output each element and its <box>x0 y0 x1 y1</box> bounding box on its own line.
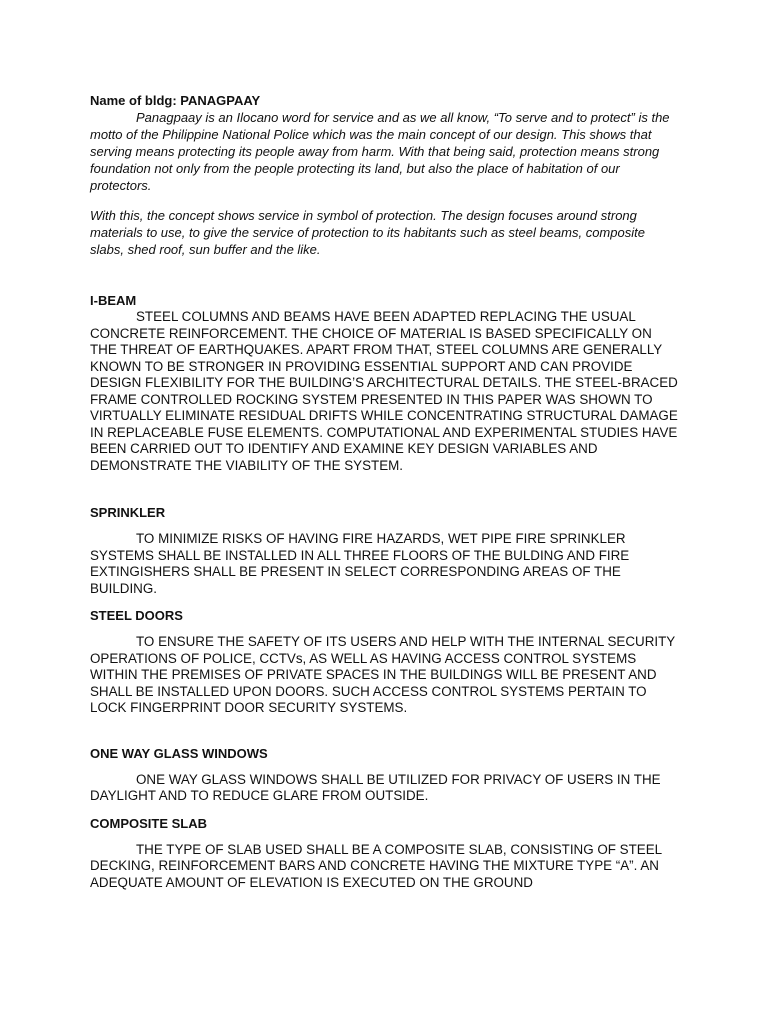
section-heading-sprinkler: SPRINKLER <box>90 505 166 520</box>
section-heading-one-way-glass-windows: ONE WAY GLASS WINDOWS <box>90 745 268 761</box>
section-heading-steel-doors: STEEL DOORS <box>90 608 183 623</box>
section-body-one-way-glass-windows: ONE WAY GLASS WINDOWS SHALL BE UTILIZED FOR PRIVACY OF USERS IN THE DAYLIGHT AND TO REDUCE GLARE FROM OUTSIDE. <box>90 771 661 803</box>
section-body-steel-doors: TO ENSURE THE SAFETY OF ITS USERS AND HELP WITH THE INTERNAL SECURITY OPERATIONS OF POLICE, CCTVs, AS WELL AS HAVING ACCESS CONTROL SYSTEMS WITHIN THE PREMISES OF PRIVATE SPACES IN THE BUILDINGS WILL BE PRESENT AND SHALL BE INSTALLED UPON DOORS. SUCH ACCESS CONTROL SYSTEMS PERTAIN TO LOCK FINGERPRINT DOOR SECURITY SYSTEMS. <box>90 634 675 715</box>
section-steel-doors <box>90 607 680 717</box>
intro-paragraph-2: With this, the concept shows service in symbol of protection. The design focuses around strong materials to use, to give the service of protection to its habitants such as steel beams, composite slabs, shed roof, sun buffer and the like. <box>90 208 645 257</box>
section-body-composite-slab: THE TYPE OF SLAB USED SHALL BE A COMPOSITE SLAB, CONSISTING OF STEEL DECKING, REINFORCEMENT BARS AND CONCRETE HAVING THE MIXTURE TYPE “A”. AN ADEQUATE AMOUNT OF ELEVATION IS EXECUTED ON THE GROUND <box>90 841 662 890</box>
section-body-sprinkler: TO MINIMIZE RISKS OF HAVING FIRE HAZARDS, WET PIPE FIRE SPRINKLER SYSTEMS SHALL BE INSTALLED IN ALL THREE FLOORS OF THE BULDING AND FIRE EXTINGISHERS SHALL BE PRESENT IN SELECT CORRESPONDING AREAS OF THE BUILDING. <box>90 531 630 596</box>
section-one-way-glass-windows <box>90 745 680 805</box>
document-page <box>90 92 680 891</box>
building-name-title: Name of bldg: PANAGPAAY <box>90 93 261 108</box>
section-body-i-beam: STEEL COLUMNS AND BEAMS HAVE BEEN ADAPTED REPLACING THE USUAL CONCRETE REINFORCEMENT. THE CHOICE OF MATERIAL IS BASED SPECIFICALLY ON THE THREAT OF EARTHQUAKES. APART FROM THAT, STEEL COLUMNS ARE GENERALLY KNOWN TO BE STRONGER IN PROVIDING ESSENTIAL SUPPORT AND CAN PROVIDE DESIGN FLEXIBILITY FOR THE BUILDING’S ARCHITECTURAL DETAILS. THE STEEL-BRACED FRAME CONTROLLED ROCKING SYSTEM PRESENTED IN THIS PAPER WAS SHOWN TO VIRTUALLY ELIMINATE RESIDUAL DRIFTS WHILE CONCENTRATING STRUCTURAL DAMAGE IN REPLACEABLE FUSE ELEMENTS. COMPUTATIONAL AND EXPERIMENTAL STUDIES HAVE BEEN CARRIED OUT TO IDENTIFY AND EXAMINE KEY DESIGN VARIABLES AND DEMONSTRATE THE VIABILITY OF THE SYSTEM. <box>90 309 678 473</box>
section-sprinkler <box>90 504 680 597</box>
section-heading-i-beam: I-BEAM <box>90 293 137 308</box>
intro-paragraph-1: Panagpaay is an Ilocano word for service and as we all know, “To serve and to protect” is the motto of the Philippine National Police which was the main concept of our design. This shows that serving means protecting its people away from harm. With that being said, protection means strong foundation not only from the people protecting its land, but also the place of habitation of our protectors. <box>90 110 670 193</box>
section-heading-composite-slab: COMPOSITE SLAB <box>90 815 208 831</box>
section-i-beam <box>90 292 680 474</box>
section-composite-slab <box>90 815 680 892</box>
